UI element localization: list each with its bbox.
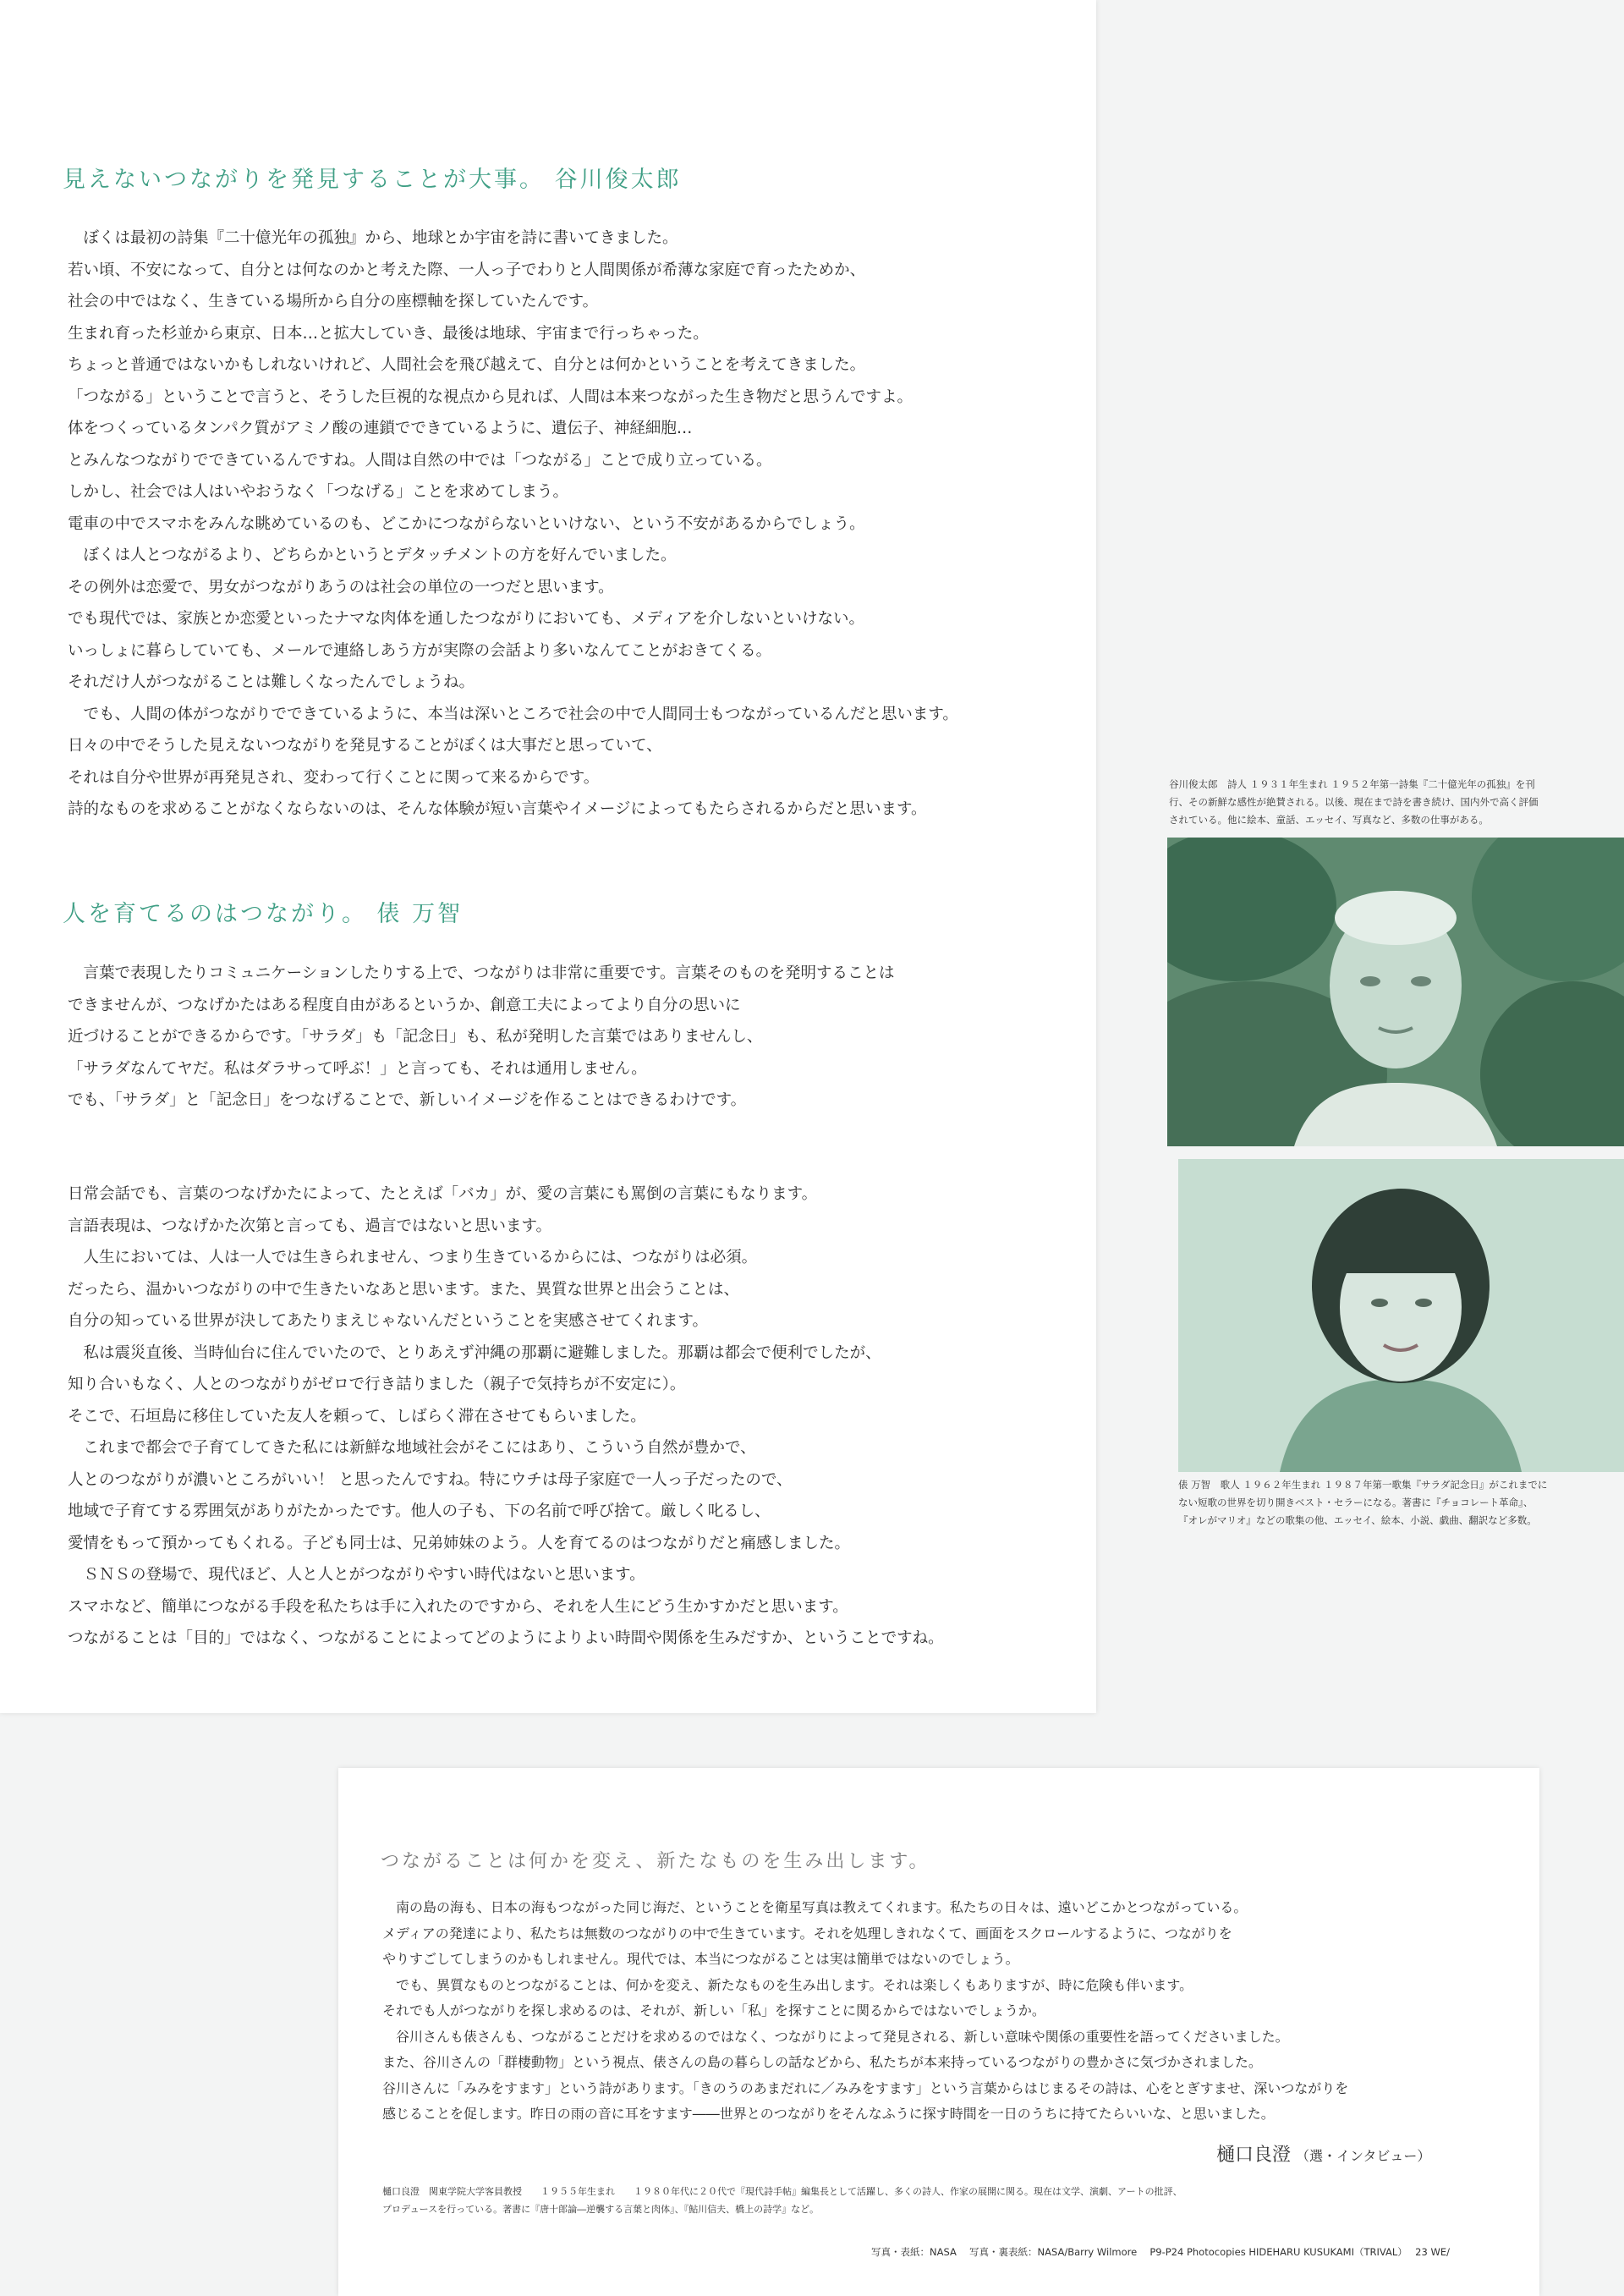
body-line: これまで都会で子育てしてきた私には新鮮な地域社会がそこにはあり、こういう自然が豊かで、 [68,1439,756,1457]
body-line: 近づけることができるからです。「サラダ」も「記念日」も、私が発明した言葉ではありませんし、 [68,1028,763,1046]
body-line: 谷川さんも俵さんも、つながることだけを求めるのではなく、つながりによって発見される、新しい意味や関係の重要性を語ってくださいました。 [382,2028,1289,2045]
body-line: とみんなつながりでできているんですね。人間は自然の中では「つながる」ことで成り立っている。 [68,451,772,470]
body-line: 人とのつながりが濃いところがいい！ と思ったんですね。特にウチは母子家庭で一人っ子だったので、 [68,1470,793,1489]
portrait-elder-man-icon [1167,838,1624,1146]
body-line: 感じることを促します。昨日の雨の音に耳をすます――世界とのつながりをそんなふうに探す時間を一日のうちに持てたらいいな、と思いました。 [382,2106,1275,2122]
section1-title: 見えないつながりを発見することが大事。 谷川俊太郎 [63,167,682,193]
body-line: でも、人間の体がつながりでできているように、本当は深いところで社会の中で人間同士もつながっているんだと思います。 [68,705,958,723]
tanikawa-profile [1169,776,1539,829]
caption-line: 谷川俊太郎 詩人 １９３１年生まれ １９５２年第一詩集『二十億光年の孤独』を刊 [1169,778,1535,790]
body-line: いっしょに暮らしていても、メールで連絡しあう方が実際の会話より多いなんてことがおきてくる。 [68,641,772,660]
body-line: でも、異質なものとつながることは、何かを変え、新たなものを生み出します。それは楽しくもありますが、時に危険も伴います。 [382,1976,1193,1993]
body-line: ぼくは人とつながるより、どちらかというとデタッチメントの方を好んでいました。 [68,547,677,564]
body-line: それは自分や世界が再発見され、変わって行くことに関って来るからです。 [68,768,600,787]
body-line: でも、「サラダ」と「記念日」をつなげることで、新しいイメージを作ることはできるわけです。 [68,1091,747,1109]
body-line: メディアの発達により、私たちは無数のつながりの中で生きています。それを処理しきれなくて、画面をスクロールするように、つながりを [382,1925,1232,1942]
section2-body-a [68,958,895,1117]
caption-line: プロデュースを行っている。著書に『唐十郎論―逆襲する言葉と肉体』、『鮎川信夫、橋上の詩学』など。 [382,2204,820,2215]
body-line: 南の島の海も、日本の海もつながった同じ海だ、ということを衛星写真は教えてくれます。私たちの日々は、遠いどこかとつながっている。 [382,1899,1248,1915]
caption-line: ない短歌の世界を切り開きベスト・セラーになる。著書に『チョコレート革命』、 [1178,1497,1533,1508]
body-line: 詩的なものを求めることがなくならないのは、そんな体験が短い言葉やイメージによってもたらされるからだと思います。 [68,800,927,818]
tawara-profile [1178,1476,1547,1530]
body-line: また、谷川さんの「群棲動物」という視点、俵さんの島の暮らしの話などから、私たちが本来持っているつながりの豊かさに気づかされました。 [382,2054,1262,2070]
body-line: ぼくは最初の詩集『二十億光年の孤独』から、地球とか宇宙を詩に書いてきました。 [68,229,678,247]
body-line: その例外は恋愛で、男女がつながりあうのは社会の単位の一つだと思います。 [68,578,614,596]
body-line: 電車の中でスマホをみんな眺めているのも、どこかにつながらないといけない、という不安があるからでしょう。 [68,514,865,533]
body-line: やりすごしてしまうのかもしれません。現代では、本当につながることは実は簡単ではないのでしょう。 [382,1951,1019,1967]
caption-line: 俵 万智 歌人 １９６２年生まれ １９８７年第一歌集『サラダ記念日』がこれまでに [1178,1479,1548,1491]
body-line: 「サラダなんてヤだ。私はダラサって呼ぶ！」と言っても、それは通用しません。 [68,1059,647,1078]
caption-line: されている。他に絵本、童話、エッセイ、写真など、多数の仕事がある。 [1169,814,1489,826]
body-line: 自分の知っている世界が決してあたりまえじゃないんだということを実感させてくれます。 [68,1312,709,1330]
body-line: それでも人がつながりを探し求めるのは、それが、新しい「私」を探すことに関るからではないでしょうか。 [382,2002,1045,2019]
body-line: 人生においては、人は一人では生きられません、つまり生きているからには、つながりは必須。 [68,1249,758,1266]
section2-body-b [68,1178,944,1655]
body-line: 体をつくっているタンパク質がアミノ酸の連鎖でできているように、遺伝子、神経細胞… [68,420,693,437]
section3-title: つながることは何かを変え、新たなものを生み出します。 [381,1851,930,1872]
caption-line: 『オレがマリオ』などの歌集の他、エッセイ、絵本、小説、戯曲、翻訳など多数。 [1178,1514,1537,1526]
section1-body [68,222,958,826]
photo-tanikawa [1167,838,1624,1146]
body-line: つながることは「目的」ではなく、つながることによってどのようによりよい時間や関係を生みだすか、ということですね。 [68,1629,944,1647]
photo-tawara [1178,1159,1624,1472]
body-line: 言葉で表現したりコミュニケーションしたりする上で、つながりは非常に重要です。言葉そのものを発明することは [68,964,895,982]
body-line: しかし、社会では人はいやおうなく「つなげる」ことを求めてしまう。 [68,483,569,501]
body-line: 「つながる」ということで言うと、そうした巨視的な視点から見れば、人間は本来つながった生き物だと思うんですよ。 [68,387,914,406]
section2-title: 人を育てるのはつながり。 俵 万智 [63,901,464,927]
body-line: 生まれ育った杉並から東京、日本…と拡大していき、最後は地球、宇宙まで行っちゃった。 [68,324,709,343]
body-line: それだけ人がつながることは難しくなったんでしょうね。 [68,673,475,691]
signature [1216,2140,1430,2167]
body-line: 谷川さんに「みみをすます」という詩があります。「きのうのあまだれに／みみをすます」という言葉からはじまるその詩は、心をとぎすませ、深いつながりを [382,2079,1349,2096]
body-line: そこで、石垣島に移住していた友人を頼って、しばらく滞在させてもらいました。 [68,1407,646,1425]
portrait-woman-icon [1178,1159,1624,1472]
body-line: 私は震災直後、当時仙台に住んでいたので、とりあえず沖縄の那覇に避難しました。那覇は都会で便利でしたが、 [68,1343,881,1362]
footer-credits: 写真・表紙：NASA 写真・裏表紙：NASA/Barry Wilmore P9-P24 Photocopies HIDEHARU KUSUKAMI（TRIVAL） 23 WE/ [871,2246,1450,2258]
body-line: 地域で子育てする雰囲気がありがたかったです。他人の子も、下の名前で呼び捨て。厳しく叱るし、 [68,1502,771,1520]
body-line: できませんが、つなげかたはある程度自由があるというか、創意工夫によってより自分の思いに [68,996,741,1014]
body-line: 日々の中でそうした見えないつながりを発見することがぼくは大事だと思っていて、 [68,737,662,755]
signature-note: （選・インタビュー） [1296,2148,1431,2164]
body-line: ちょっと普通ではないかもしれないけれど、人間社会を飛び越えて、自分とは何かということを考えてきました。 [68,356,866,374]
body-line: 言語表現は、つなげかた次第と言っても、過言ではないと思います。 [68,1217,552,1235]
section3-body [382,1895,1348,2128]
body-line: 社会の中ではなく、生きている場所から自分の座標軸を探していたんです。 [68,293,599,310]
body-line: スマホなど、簡単につながる手段を私たちは手に入れたのですから、それを人生にどう生かすかだと思います。 [68,1597,848,1616]
higuchi-profile [382,2183,1182,2218]
caption-line: 行、その新鮮な感性が絶賛される。以後、現在まで詩を書き続け、国内外で高く評価 [1169,796,1539,808]
body-line: 知り合いもなく、人とのつながりがゼロで行き詰りました（親子で気持ちが不安定に）。 [68,1376,686,1393]
signature-name: 樋口良澄 [1216,2145,1292,2166]
body-line: 若い頃、不安になって、自分とは何なのかと考えた際、一人っ子でわりと人間関係が希薄な家庭で育ったためか、 [68,261,866,279]
body-line: ＳＮＳの登場で、現代ほど、人と人とがつながりやすい時代はないと思います。 [68,1566,645,1584]
body-line: 日常会話でも、言葉のつなげかたによって、たとえば「バカ」が、愛の言葉にも罵倒の言葉にもなります。 [68,1185,818,1203]
body-line: だったら、温かいつながりの中で生きたいなあと思います。また、異質な世界と出会うことは、 [68,1280,740,1299]
body-line: 愛情をもって預かってもくれる。子ども同士は、兄弟姉妹のよう。人を育てるのはつながりだと痛感しました。 [68,1534,851,1552]
bottom-sheet [338,1768,1539,2296]
caption-line: 樋口良澄 関東学院大学客員教授 １９５５年生まれ １９８０年代に２０代で『現代詩手帖』編集長として活躍し、多くの詩人、作家の展開に関る。現在は文学、演劇、アートの批評、 [382,2186,1182,2197]
body-line: でも現代では、家族とか恋愛といったナマな肉体を通したつながりにおいても、メディアを介しないといけない。 [68,610,865,628]
